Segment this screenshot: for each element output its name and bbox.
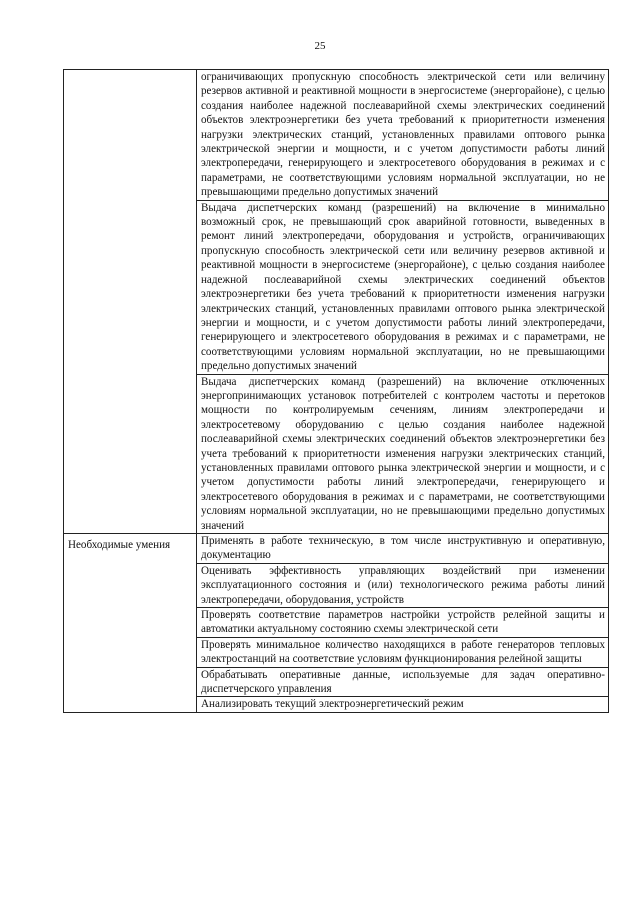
skill-cell: Оценивать эффективность управляющих воздействий при изменении эксплуатационного состояния и (или) технологического режима работы линий электропередачи, оборудования, устройств — [197, 563, 609, 607]
skill-cell: Анализировать текущий электроэнергетический режим — [197, 697, 609, 712]
functions-table — [63, 69, 609, 713]
action-cell: Выдача диспетчерских команд (разрешений) на включение в минимально возможный срок, не превышающий срок аварийной готовности, выведенных в ремонт линий электропередачи, оборудования и устройств, ограничивающих пропускную способность электрической сети или величину резервов активной и реактивной мощности в энергосистеме (энергорайоне), с целью создания наиболее надежной послеаварийной схемы электрических соединений объектов электроэнергетики без учета требований к приоритетности изменения нагрузки электрических станций, установленных правилами оптового рынка электрической энергии и мощности, и с учетом допустимости работы линий электропередачи, генерирующего и электросетевого оборудования в режимах и с параметрами, не соответствующими условиям нормальной эксплуатации, но не превышающими предельно допустимых значений — [197, 200, 609, 374]
skill-cell: Проверять соответствие параметров настройки устройств релейной защиты и автоматики актуальному состоянию схемы электрической сети — [197, 608, 609, 638]
skills-label-cell — [64, 534, 197, 713]
action-cell: Выдача диспетчерских команд (разрешений) на включение отключенных энергопринимающих установок потребителей с контролем частоты и перетоков мощности по контролируемым сечениям, линиям электропередачи и электросетевому оборудованию с целью создания наиболее надежной послеаварийной схемы электрических соединений объектов электроэнергетики без учета требований к приоритетности изменения нагрузки электрических станций, установленных правилами оптового рынка электрической энергии и мощности, и с учетом допустимости работы линий электропередачи, генерирующего и электросетевого оборудования в режимах и с параметрами, не соответствующими условиям нормальной эксплуатации, но не превышающими предельно допустимых значений — [197, 374, 609, 533]
table-row — [64, 534, 609, 564]
page-number: 25 — [314, 40, 326, 52]
skill-cell: Проверять минимальное количество находящихся в работе генераторов тепловых электростанций на соответствие условиям функционирования релейной защиты — [197, 637, 609, 667]
skill-cell: Обрабатывать оперативные данные, используемые для задач оперативно-диспетчерского управления — [197, 667, 609, 697]
empty-label-cell — [64, 70, 197, 534]
skills-label: Необходимые умения — [68, 539, 171, 551]
action-cell: ограничивающих пропускную способность электрической сети или величину резервов активной и реактивной мощности в энергосистеме (энергорайоне), с целью создания наиболее надежной послеаварийной схемы электрических соединений объектов электроэнергетики без учета требований к приоритетности изменения нагрузки электрических станций, установленных правилами оптового рынка электрической энергии и мощности, и с учетом допустимости работы линий электропередачи, генерирующего и электросетевого оборудования в режимах и с параметрами, не соответствующими условиям нормальной эксплуатации, но не превышающими предельно допустимых значений — [197, 70, 609, 201]
skill-cell: Применять в работе техническую, в том числе инструктивную и оперативную, документацию — [197, 534, 609, 564]
table-row — [64, 70, 609, 201]
